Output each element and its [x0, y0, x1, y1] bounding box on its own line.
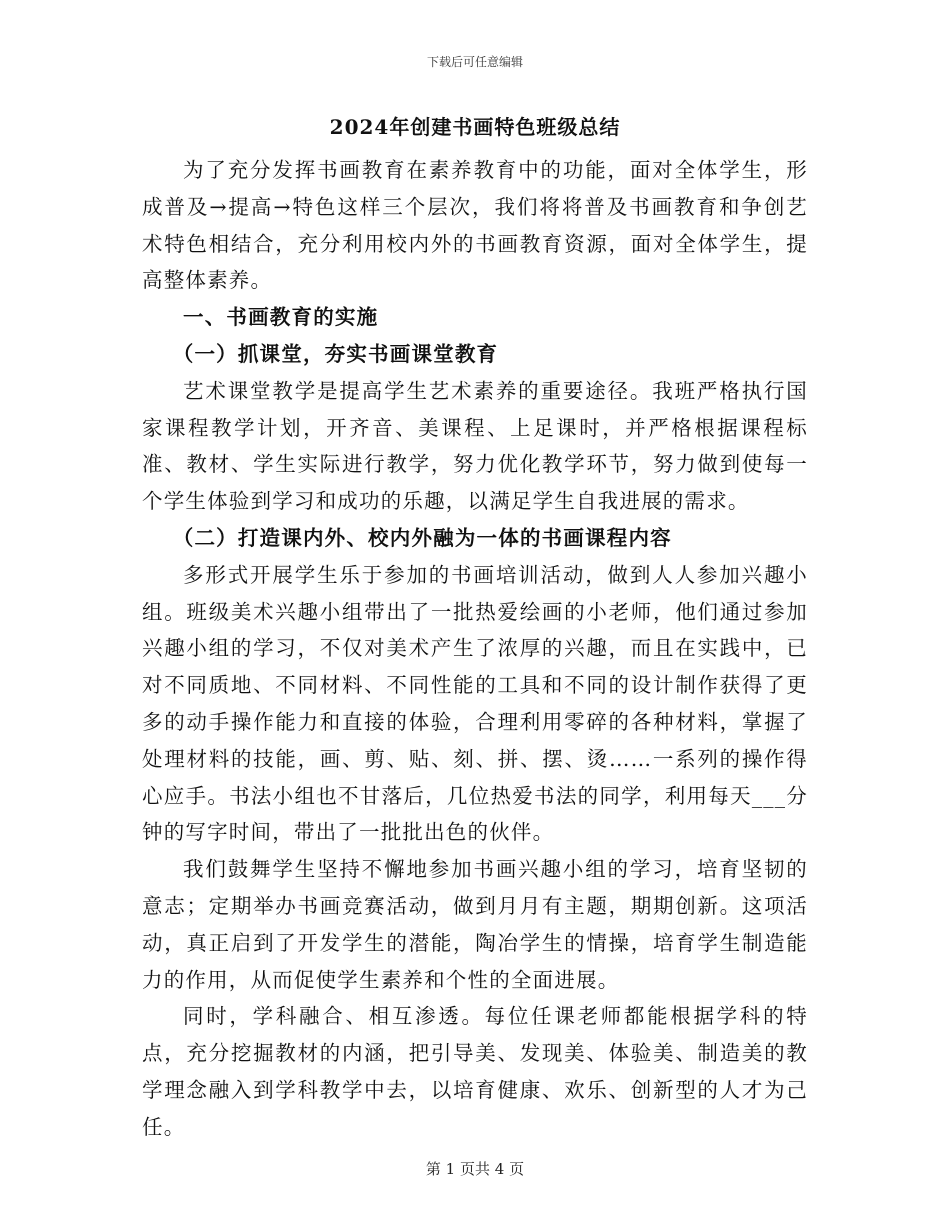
body-paragraph-3: 我们鼓舞学生坚持不懈地参加书画兴趣小组的学习，培育坚韧的意志；定期举办书画竞赛活动，做到月月有主题，期期创新。这项活动，真正启到了开发学生的潜能，陶冶学生的情操，培育学生制造能力的作用，从而促使学生素养和个性的全面进展。: [142, 857, 808, 992]
body-paragraph-2: 多形式开展学生乐于参加的书画培训活动，做到人人参加兴趣小组。班级美术兴趣小组带出了一批热爱绘画的小老师，他们通过参加兴趣小组的学习，不仅对美术产生了浓厚的兴趣，而且在实践中，已对不同质地、不同材料、不同性能的工具和不同的设计制作获得了更多的动手操作能力和直接的体验，合理利用零碎的各种材料，掌握了处理材料的技能，画、剪、贴、刻、拼、摆、烫……一系列的操作得心应手。书法小组也不甘落后，几位热爱书法的同学，利用每天___分钟的写字时间，带出了一批批出色的伙伴。: [142, 562, 808, 845]
body-paragraph-1: 艺术课堂教学是提高学生艺术素养的重要途径。我班严格执行国家课程教学计划，开齐音、美课程、上足课时，并严格根据课程标准、教材、学生实际进行教学，努力优化教学环节，努力做到使每一个学生体验到学习和成功的乐趣，以满足学生自我进展的需求。: [142, 378, 808, 514]
subsection-heading-2: （二）打造课内外、校内外融为一体的书画课程内容: [172, 525, 672, 550]
body-paragraph-4: 同时，学科融合、相互渗透。每位任课老师都能根据学科的特点，充分挖掘教材的内涵，把引导美、发现美、体验美、制造美的教学理念融入到学科教学中去，以培育健康、欢乐、创新型的人才为己任。: [142, 1004, 808, 1139]
document-title: 2024年创建书画特色班级总结: [329, 115, 621, 139]
page-header: 下载后可任意编辑: [426, 55, 523, 69]
subsection-heading-1: （一）抓课堂，夯实书画课堂教育: [172, 341, 499, 366]
section-heading: 一、书画教育的实施: [183, 305, 379, 330]
intro-paragraph: 为了充分发挥书画教育在素养教育中的功能，面对全体学生，形成普及→提高→特色这样三个层次，我们将将普及书画教育和争创艺术特色相结合，充分利用校内外的书画教育资源，面对全体学生，提高整体素养。: [142, 158, 808, 293]
document-body: [142, 110, 808, 1146]
page-footer: 第 1 页共 4 页: [425, 1160, 525, 1178]
